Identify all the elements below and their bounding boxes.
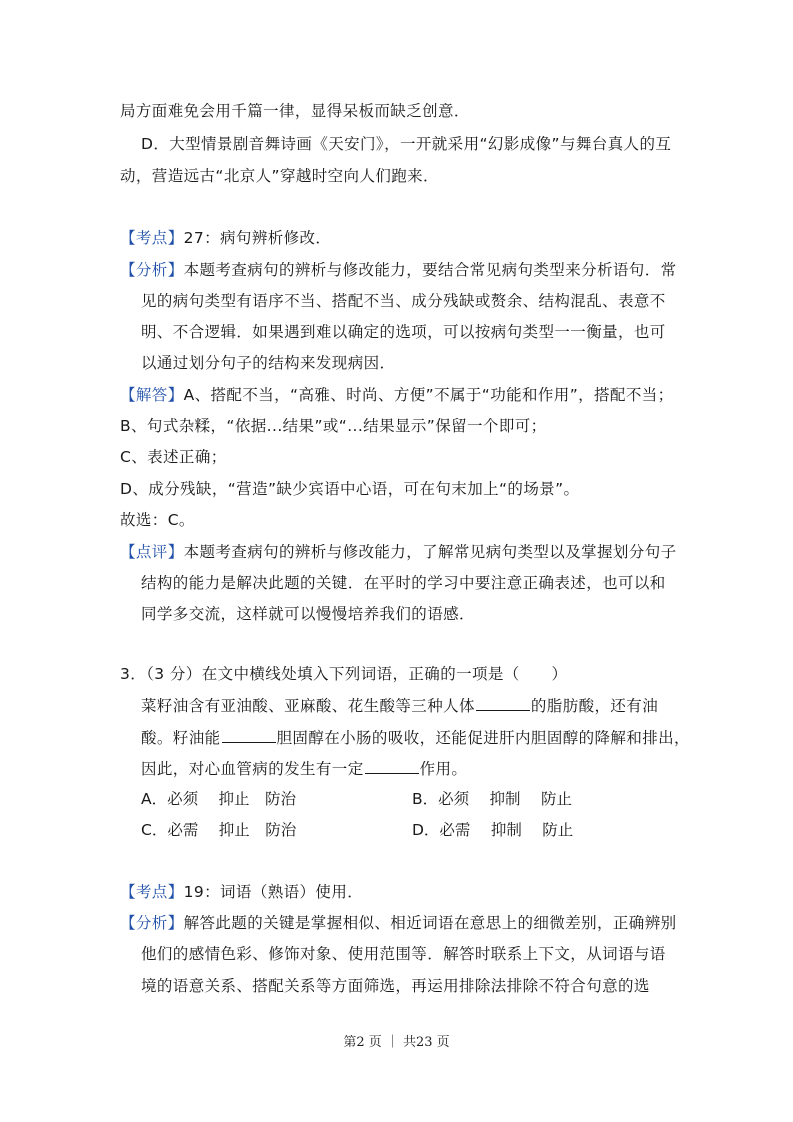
fenxi-tag: 【分析】 xyxy=(120,261,184,279)
option-a: A．必须 抑止 防治 xyxy=(141,790,297,808)
option-d: D．必需 抑制 防止 xyxy=(412,821,574,839)
fenxi-line: 他们的感情色彩、修饰对象、使用范围等．解答时联系上下文，从词语与语 xyxy=(141,945,666,963)
passage-line xyxy=(141,695,658,716)
dianping-tag: 【点评】 xyxy=(120,543,184,561)
passage-text: 胆固醇在小肠的吸收，还能促进肝内胆固醇的降解和排出， xyxy=(276,729,690,747)
fenxi-row xyxy=(120,260,677,280)
passage-text: 酸。籽油能 xyxy=(141,729,221,747)
passage-text: 作用。 xyxy=(419,760,468,778)
jieda-line: C、表述正确； xyxy=(120,448,227,466)
option-d-line: D．大型情景剧音舞诗画《天安门》，一开就采用“幻影成像”与舞台真人的互 xyxy=(141,135,672,153)
jieda-row xyxy=(120,385,674,405)
passage-line xyxy=(141,758,467,779)
fenxi-line: 见的病句类型有语序不当、搭配不当、成分残缺或赘余、结构混乱、表意不 xyxy=(141,292,666,310)
dianping-line: 结构的能力是解决此题的关键．在平时的学习中要注意正确表述，也可以和 xyxy=(141,574,666,592)
jieda-line: D、成分残缺，“营造”缺少宾语中心语，可在句末加上“的场景”。 xyxy=(120,480,580,498)
fenxi-line: 境的语意关系、搭配关系等方面筛选，再运用排除法排除不符合句意的选 xyxy=(141,977,650,995)
fenxi-line: 以通过划分句子的结构来发现病因． xyxy=(141,354,396,372)
dianping-line: 同学多交流，这样就可以慢慢培养我们的语感． xyxy=(141,605,475,623)
passage-text: 的脂肪酸，还有油 xyxy=(530,697,659,715)
dianping-row xyxy=(120,542,677,562)
kaodian-tag: 【考点】 xyxy=(120,229,184,247)
fill-blank xyxy=(365,758,419,774)
kaodian-tag: 【考点】 xyxy=(120,883,184,901)
fenxi-text: 本题考查病句的辨析与修改能力，要结合常见病句类型来分析语句．常 xyxy=(183,261,677,279)
kaodian-row xyxy=(120,882,363,902)
jieda-text: A、搭配不当，“高雅、时尚、方便”不属于“功能和作用”，搭配不当； xyxy=(183,386,674,404)
answer-line: 故选：C。 xyxy=(120,511,195,529)
page-footer: 第2 页 ｜ 共23 页 xyxy=(343,1035,450,1050)
kaodian-text: 19：词语（熟语）使用． xyxy=(183,883,364,901)
option-c: C．必需 抑止 防治 xyxy=(141,821,297,839)
fenxi-row xyxy=(120,913,677,933)
fill-blank xyxy=(476,695,530,711)
fill-blank xyxy=(222,727,276,743)
kaodian-row xyxy=(120,228,331,248)
question-stem: 3．（3 分）在文中横线处填入下列词语，正确的一项是（ ） xyxy=(120,665,568,683)
passage-line xyxy=(141,727,690,748)
jieda-tag: 【解答】 xyxy=(120,386,184,404)
kaodian-text: 27：病句辨析修改． xyxy=(183,229,332,247)
dianping-text: 本题考查病句的辨析与修改能力，了解常见病句类型以及掌握划分句子 xyxy=(183,543,677,561)
option-d-line: 动，营造远古“北京人”穿越时空向人们跑来． xyxy=(120,167,439,185)
fenxi-text: 解答此题的关键是掌握相似、相近词语在意思上的细微差别，正确辨别 xyxy=(183,914,677,932)
jieda-line: B、句式杂糅，“依据...结果”或“...结果显示”保留一个即可； xyxy=(120,417,547,435)
fenxi-line: 明、不合逻辑．如果遇到难以确定的选项，可以按病句类型一一衡量，也可 xyxy=(141,323,666,341)
fenxi-tag: 【分析】 xyxy=(120,914,184,932)
option-b: B．必须 抑制 防止 xyxy=(412,790,572,808)
passage-text: 因此，对心血管病的发生有一定 xyxy=(141,760,364,778)
text-line: 局方面难免会用千篇一律，显得呆板而缺乏创意． xyxy=(120,102,470,120)
passage-text: 菜籽油含有亚油酸、亚麻酸、花生酸等三种人体 xyxy=(141,697,475,715)
